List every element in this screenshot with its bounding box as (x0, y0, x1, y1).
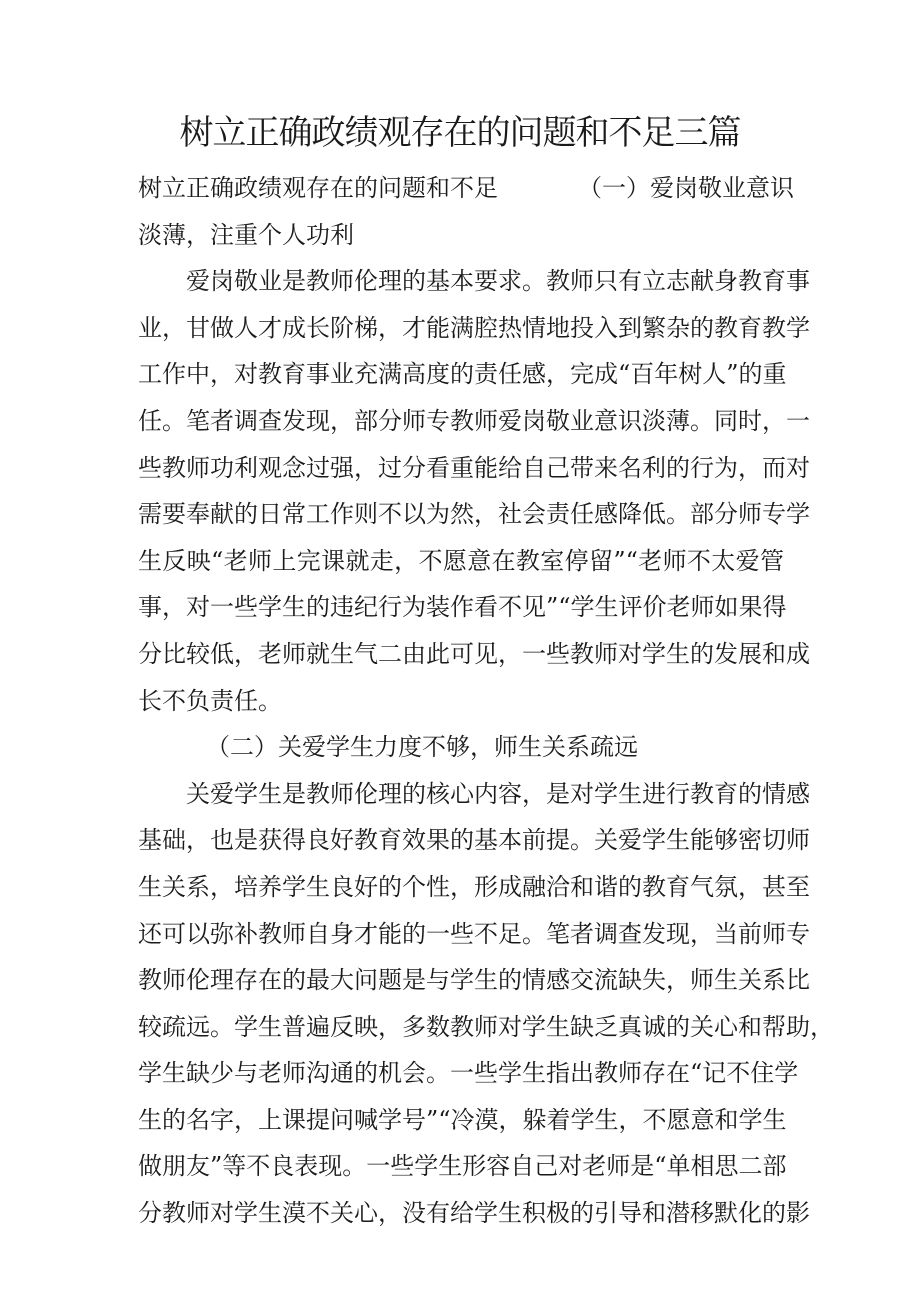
section-2-heading: （二）关爱学生力度不够，师生关系疏远 (206, 733, 638, 762)
text-line: 关爱学生是教师伦理的核心内容，是对学生进行教育的情感 (186, 779, 810, 808)
heading-text: 树立正确政绩观存在的问题和不足 (138, 174, 498, 202)
text-line: 淡薄，注重个人功利 (138, 220, 354, 249)
text-line: 做朋友”等不良表现。一些学生形容自己对老师是“单相思二部 (138, 1152, 787, 1181)
document-body (138, 165, 834, 1237)
text-line: 学生缺少与老师沟通的机会。一些学生指出教师存在“记不住学 (138, 1059, 799, 1088)
text-line: 教师伦理存在的最大问题是与学生的情感交流缺失，师生关系比 (138, 966, 810, 995)
text-line: 任。笔者调查发现，部分师专教师爱岗敬业意识淡薄。同时，一 (138, 406, 810, 435)
text-line: 生的名字，上课提问喊学号”“冷漠，躲着学生，不愿意和学生 (138, 1105, 787, 1134)
text-line: 工作中，对教育事业充满高度的责任感，完成“百年树人”的重 (138, 360, 787, 389)
text-line: 长不负责任。 (138, 686, 282, 715)
text-line: 事，对一些学生的违纪行为装作看不见”“学生评价老师如果得 (138, 593, 787, 622)
document-title: 树立正确政绩观存在的问题和不足三篇 (179, 113, 741, 153)
text-line: 较疏远。学生普遍反映，多数教师对学生缺乏真诚的关心和帮助， (138, 1012, 834, 1041)
section-1-heading: （一）爱岗敬业意识 (578, 174, 794, 202)
text-line: 些教师功利观念过强，过分看重能给自己带来名利的行为，而对 (138, 453, 810, 482)
text-line: 分比较低，老师就生气二由此可见，一些教师对学生的发展和成 (138, 639, 810, 668)
text-line: 分教师对学生漠不关心，没有给学生积极的引导和潜移默化的影 (138, 1199, 810, 1228)
text-line: 需要奉献的日常工作则不以为然，社会责任感降低。部分师专学 (138, 500, 810, 529)
text-line (138, 165, 794, 212)
text-line: 爱岗敬业是教师伦理的基本要求。教师只有立志献身教育事 (186, 267, 810, 296)
text-line: 业，甘做人才成长阶梯，才能满腔热情地投入到繁杂的教育教学 (138, 313, 810, 342)
text-line: 生关系，培养学生良好的个性，形成融洽和谐的教育气氛，甚至 (138, 872, 810, 901)
text-line: 基础，也是获得良好教育效果的基本前提。关爱学生能够密切师 (138, 826, 810, 855)
text-line: 生反映“老师上完课就走，不愿意在教室停留”“老师不太爱管 (138, 546, 784, 575)
text-line: 还可以弥补教师自身才能的一些不足。笔者调查发现，当前师专 (138, 919, 810, 948)
